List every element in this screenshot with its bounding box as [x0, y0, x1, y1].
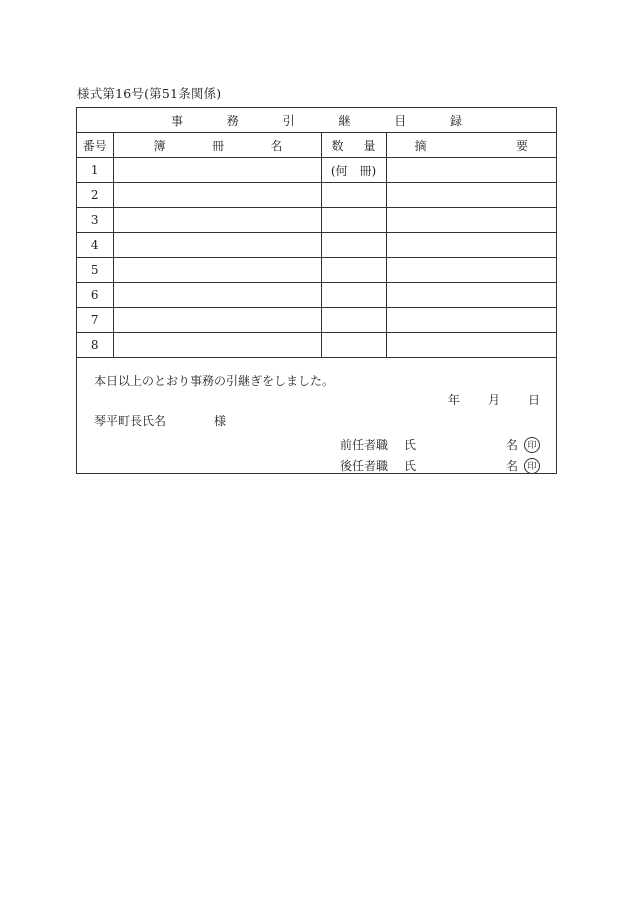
- seal-icon: 印: [524, 458, 540, 474]
- name-cell[interactable]: [113, 308, 321, 333]
- remarks-cell[interactable]: [386, 308, 556, 333]
- successor-role: 後任者職: [340, 459, 389, 473]
- surname-label: 氏: [404, 438, 417, 452]
- row-number: 1: [77, 158, 113, 183]
- row-number: 8: [77, 333, 113, 358]
- header-quantity: 数 量: [321, 133, 386, 158]
- row-number: 3: [77, 208, 113, 233]
- row-number: 7: [77, 308, 113, 333]
- quantity-cell[interactable]: [321, 233, 386, 258]
- year-label: 年: [447, 393, 460, 407]
- seal-icon: 印: [524, 437, 540, 453]
- table-row: [77, 208, 556, 233]
- table-row: [77, 183, 556, 208]
- quantity-cell[interactable]: [321, 333, 386, 358]
- quantity-cell[interactable]: (何 冊): [321, 158, 386, 183]
- predecessor-role: 前任者職: [340, 438, 389, 452]
- header-name: 簿 冊 名: [113, 133, 321, 158]
- table-row: [77, 258, 556, 283]
- remarks-cell[interactable]: [386, 258, 556, 283]
- remarks-cell[interactable]: [386, 283, 556, 308]
- table-row: [77, 158, 556, 183]
- quantity-cell[interactable]: [321, 308, 386, 333]
- given-name-label: 名: [505, 438, 518, 452]
- quantity-cell[interactable]: [321, 208, 386, 233]
- remarks-cell[interactable]: [386, 233, 556, 258]
- day-label: 日: [527, 393, 540, 407]
- predecessor-signature: [340, 436, 540, 453]
- addressee-line: [94, 412, 226, 429]
- name-cell[interactable]: [113, 233, 321, 258]
- quantity-cell[interactable]: [321, 283, 386, 308]
- addressee-name: 琴平町長氏名: [94, 414, 167, 428]
- row-number: 6: [77, 283, 113, 308]
- registry-table: [77, 108, 556, 358]
- header-remarks: 摘 要: [386, 133, 556, 158]
- remarks-cell[interactable]: [386, 158, 556, 183]
- quantity-cell[interactable]: [321, 183, 386, 208]
- form-number: 様式第16号(第51条関係): [77, 86, 222, 101]
- name-cell[interactable]: [113, 333, 321, 358]
- header-number: 番号: [77, 133, 113, 158]
- name-cell[interactable]: [113, 208, 321, 233]
- table-row: [77, 308, 556, 333]
- name-cell[interactable]: [113, 183, 321, 208]
- date-line: [448, 391, 540, 408]
- surname-label: 氏: [404, 459, 417, 473]
- remarks-cell[interactable]: [386, 208, 556, 233]
- table-row: [77, 233, 556, 258]
- row-number: 5: [77, 258, 113, 283]
- table-row: [77, 333, 556, 358]
- given-name-label: 名: [505, 459, 518, 473]
- row-number: 4: [77, 233, 113, 258]
- form-title: 事 務 引 継 目 録: [77, 108, 556, 133]
- name-cell[interactable]: [113, 283, 321, 308]
- remarks-cell[interactable]: [386, 333, 556, 358]
- remarks-cell[interactable]: [386, 183, 556, 208]
- successor-signature: [340, 457, 540, 474]
- transfer-form: [76, 107, 557, 474]
- month-label: 月: [487, 393, 500, 407]
- row-number: 2: [77, 183, 113, 208]
- name-cell[interactable]: [113, 158, 321, 183]
- header-row: [77, 133, 556, 158]
- name-cell[interactable]: [113, 258, 321, 283]
- addressee-honorific: 様: [214, 414, 227, 428]
- statement-text: 本日以上のとおり事務の引継ぎをしました。: [94, 374, 335, 388]
- quantity-cell[interactable]: [321, 258, 386, 283]
- table-row: [77, 283, 556, 308]
